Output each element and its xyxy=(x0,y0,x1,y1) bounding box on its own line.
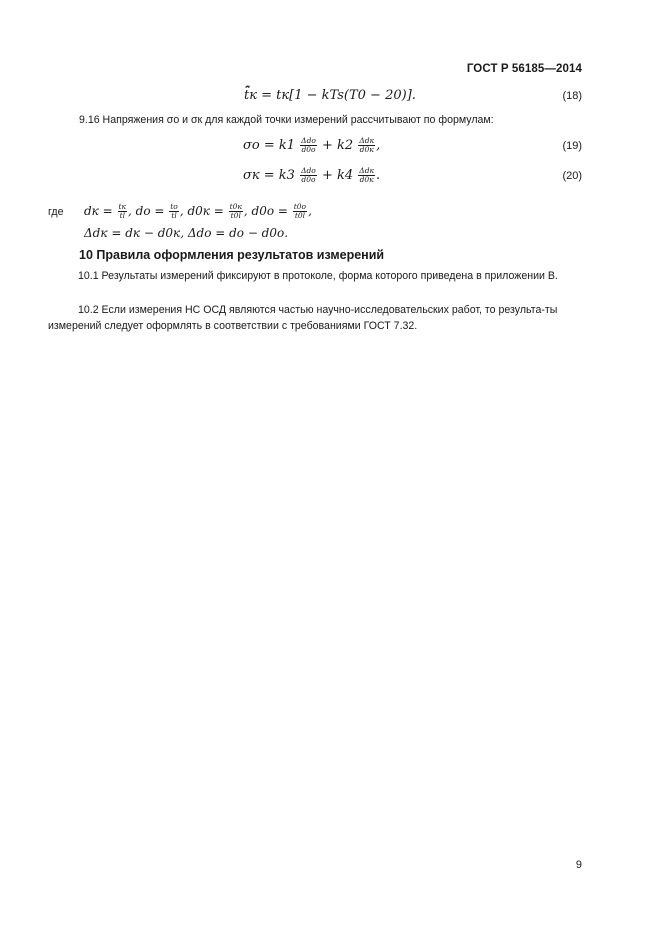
def-dk: dк = xyxy=(84,204,113,218)
equation-19-formula xyxy=(243,137,380,154)
equation-19-fraction-2-den: d0к xyxy=(359,145,374,154)
def-dk-fraction xyxy=(118,203,128,220)
equation-19-fraction-2-num: Δdк xyxy=(359,136,375,145)
equation-19-fraction-1-den: d0о xyxy=(301,145,316,154)
equation-20-fraction-1 xyxy=(300,167,317,184)
paragraph-10-1: 10.1 Результаты измерений фиксируют в протоколе, форма которого приведена в приложении В. xyxy=(78,270,558,282)
def-do: , dо = xyxy=(128,204,165,218)
equation-20 xyxy=(0,165,661,191)
def-dk0-num: t0к xyxy=(229,202,242,211)
equation-20-fraction-1-num: Δdо xyxy=(301,166,316,175)
def-do0-den: t0l xyxy=(294,211,306,220)
equation-20-fraction-2 xyxy=(358,167,375,184)
equation-19-mid: + k2 xyxy=(322,138,354,153)
def-do0-num: t0о xyxy=(293,202,307,211)
equation-20-mid: + k4 xyxy=(321,168,354,183)
equation-19-number: (19) xyxy=(562,140,582,152)
equation-20-number: (20) xyxy=(562,170,582,182)
def-dk0: , d0к = xyxy=(179,204,224,218)
def-end: , xyxy=(308,204,312,218)
def-do0: , d0о = xyxy=(243,204,288,218)
def-dk0-den: t0l xyxy=(230,211,241,220)
def-do-den: tl xyxy=(171,211,177,220)
page-number: 9 xyxy=(575,859,582,871)
def-do0-fraction xyxy=(293,203,307,220)
section-10-heading: 10 Правила оформления результатов измерений xyxy=(79,248,385,262)
equation-18-number: (18) xyxy=(562,90,582,102)
equation-20-formula xyxy=(243,167,380,184)
equation-20-end: . xyxy=(376,168,381,183)
paragraph-9-16: 9.16 Напряжения σо и σк для каждой точки измерений рассчитывают по формулам: xyxy=(79,114,494,126)
equation-18-formula: t̂̃к = tк[1 − kTs(T0 − 20)]. xyxy=(244,88,416,103)
def-do-fraction xyxy=(169,203,179,220)
def-dk0-fraction xyxy=(229,203,243,220)
def-dk-den: tl xyxy=(119,211,125,220)
equation-20-lhs: σк = k3 xyxy=(243,168,295,183)
definitions-line-1 xyxy=(84,203,312,220)
equation-20-fraction-2-den: d0к xyxy=(359,175,374,184)
equation-19 xyxy=(0,135,661,161)
paragraph-10-2: 10.2 Если измерения НС ОСД являются частью научно-исследовательских работ, то результа-ты измерений следует оформлять в соответствии с требованиями ГОСТ 7.32. xyxy=(48,304,558,332)
equation-20-fraction-1-den: d0о xyxy=(301,175,316,184)
equation-19-fraction-2 xyxy=(358,137,375,154)
def-do-num: tо xyxy=(170,202,178,211)
where-label: где xyxy=(48,206,64,218)
equation-20-fraction-2-num: Δdк xyxy=(359,166,374,175)
def-dk-num: tк xyxy=(118,202,127,211)
equation-19-end: , xyxy=(376,138,381,153)
standard-header: ГОСТ Р 56185—2014 xyxy=(466,63,582,75)
equation-19-lhs: σо = k1 xyxy=(243,138,296,153)
equation-19-fraction-1 xyxy=(300,137,317,154)
definitions-line-2: Δdк = dк − d0к, Δdо = dо − d0о. xyxy=(84,226,289,240)
equation-18 xyxy=(0,88,661,114)
equation-19-fraction-1-num: Δdо xyxy=(301,136,316,145)
